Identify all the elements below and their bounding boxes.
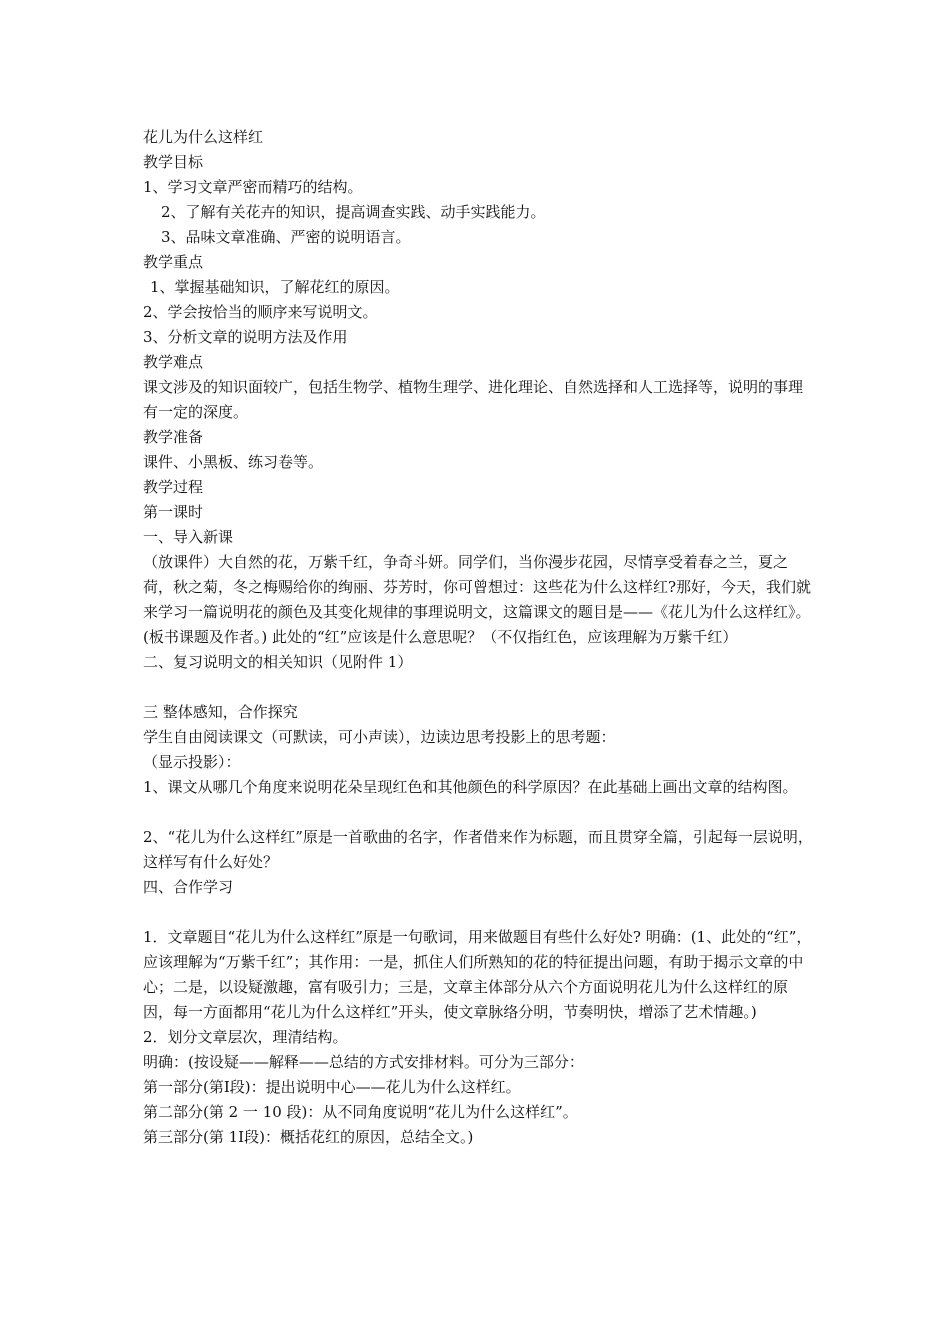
key-point-item: 3、分析文章的说明方法及作用 [143,328,348,346]
blank-line [143,900,815,925]
key-points-heading: 教学重点 [143,253,204,271]
question-2: 2、“花儿为什么这样红”原是一首歌曲的名字，作者借来作为标题，而且贯穿全篇，引起每一层说明，这样写有什么好处？ [143,828,813,871]
answer-intro: 明确：(按设疑——解释——总结的方式安排材料。可分为三部分： [143,1053,584,1071]
part-2: 第二部分(第 2 一 10 段)：从不同角度说明“花儿为什么这样红”。 [143,1103,578,1121]
objective-item: 1、学习文章严密而精巧的结构。 [143,178,363,196]
preparation-text: 课件、小黑板、练习卷等。 [143,453,324,471]
intro-text: （放课件）大自然的花，万紫千红，争奇斗妍。同学们，当你漫步花园，尽情享受着春之兰，夏之荷，秋之菊，冬之梅赐给你的绚丽、芬芳时，你可曾想过：这些花为什么这样红?那好，今天，我们就来学习一篇说明花的颜色及其变化规律的事理说明文，这篇课文的题目是——《花儿为什么这样红》。(板书课题及作者。) 此处的“红”应该是什么意思呢？（不仅指红色，应该理解为万紫千红） [143,553,812,646]
coop-heading: 四、合作学习 [143,878,234,896]
part-1: 第一部分(第Ⅰ段)：提出说明中心——花儿为什么这样红。 [143,1078,521,1096]
projection-label: （显示投影）： [143,753,241,771]
coop-item-1: 1．文章题目“花儿为什么这样红”原是一句歌词，用来做题目有些什么好处? 明确：(1、此处的“红”，应该理解为“万紫千红”；其作用：一是，抓住人们所熟知的花的特征提出问题，有助于揭示文章的中心；二是，以设疑激趣，富有吸引力；三是，文章主体部分从六个方面说明花儿为什么这样红的原因，每一方面都用“花儿为什么这样红”开头，使文章脉络分明，节奏明快，增添了艺术情趣。) [143,928,812,1021]
coop-item-2: 2．划分文章层次，理清结构。 [143,1028,348,1046]
lesson-label: 第一课时 [143,503,204,521]
process-heading: 教学过程 [143,478,204,496]
intro-heading: 一、导入新课 [143,528,234,546]
blank-line [143,675,815,700]
review-heading: 二、复习说明文的相关知识（见附件 1） [143,653,413,671]
objective-item: 3、品味文章准确、严密的说明语言。 [161,228,411,246]
preparation-heading: 教学准备 [143,428,204,446]
key-point-item: 1、掌握基础知识，了解花红的原因。 [150,278,400,296]
objectives-heading: 教学目标 [143,153,204,171]
key-point-item: 2、学会按恰当的顺序来写说明文。 [143,303,378,321]
objective-item: 2、了解有关花卉的知识，提高调查实践、动手实践能力。 [161,203,546,221]
part-3: 第三部分(第 1Ⅰ段)：概括花红的原因，总结全文。) [143,1128,474,1146]
perception-heading: 三 整体感知，合作探究 [143,703,298,721]
difficulties-heading: 教学难点 [143,353,204,371]
blank-line [143,800,815,825]
difficulties-text: 课文涉及的知识面较广，包括生物学、植物生理学、进化理论、自然选择和人工选择等，说明的事理有一定的深度。 [143,378,804,421]
perception-text: 学生自由阅读课文（可默读，可小声读），边读边思考投影上的思考题： [143,728,616,746]
question-1: 1、课文从哪几个角度来说明花朵呈现红色和其他颜色的科学原因？在此基础上画出文章的结构图。 [143,778,798,796]
document-title: 花儿为什么这样红 [143,128,264,146]
document-body [143,125,815,1150]
